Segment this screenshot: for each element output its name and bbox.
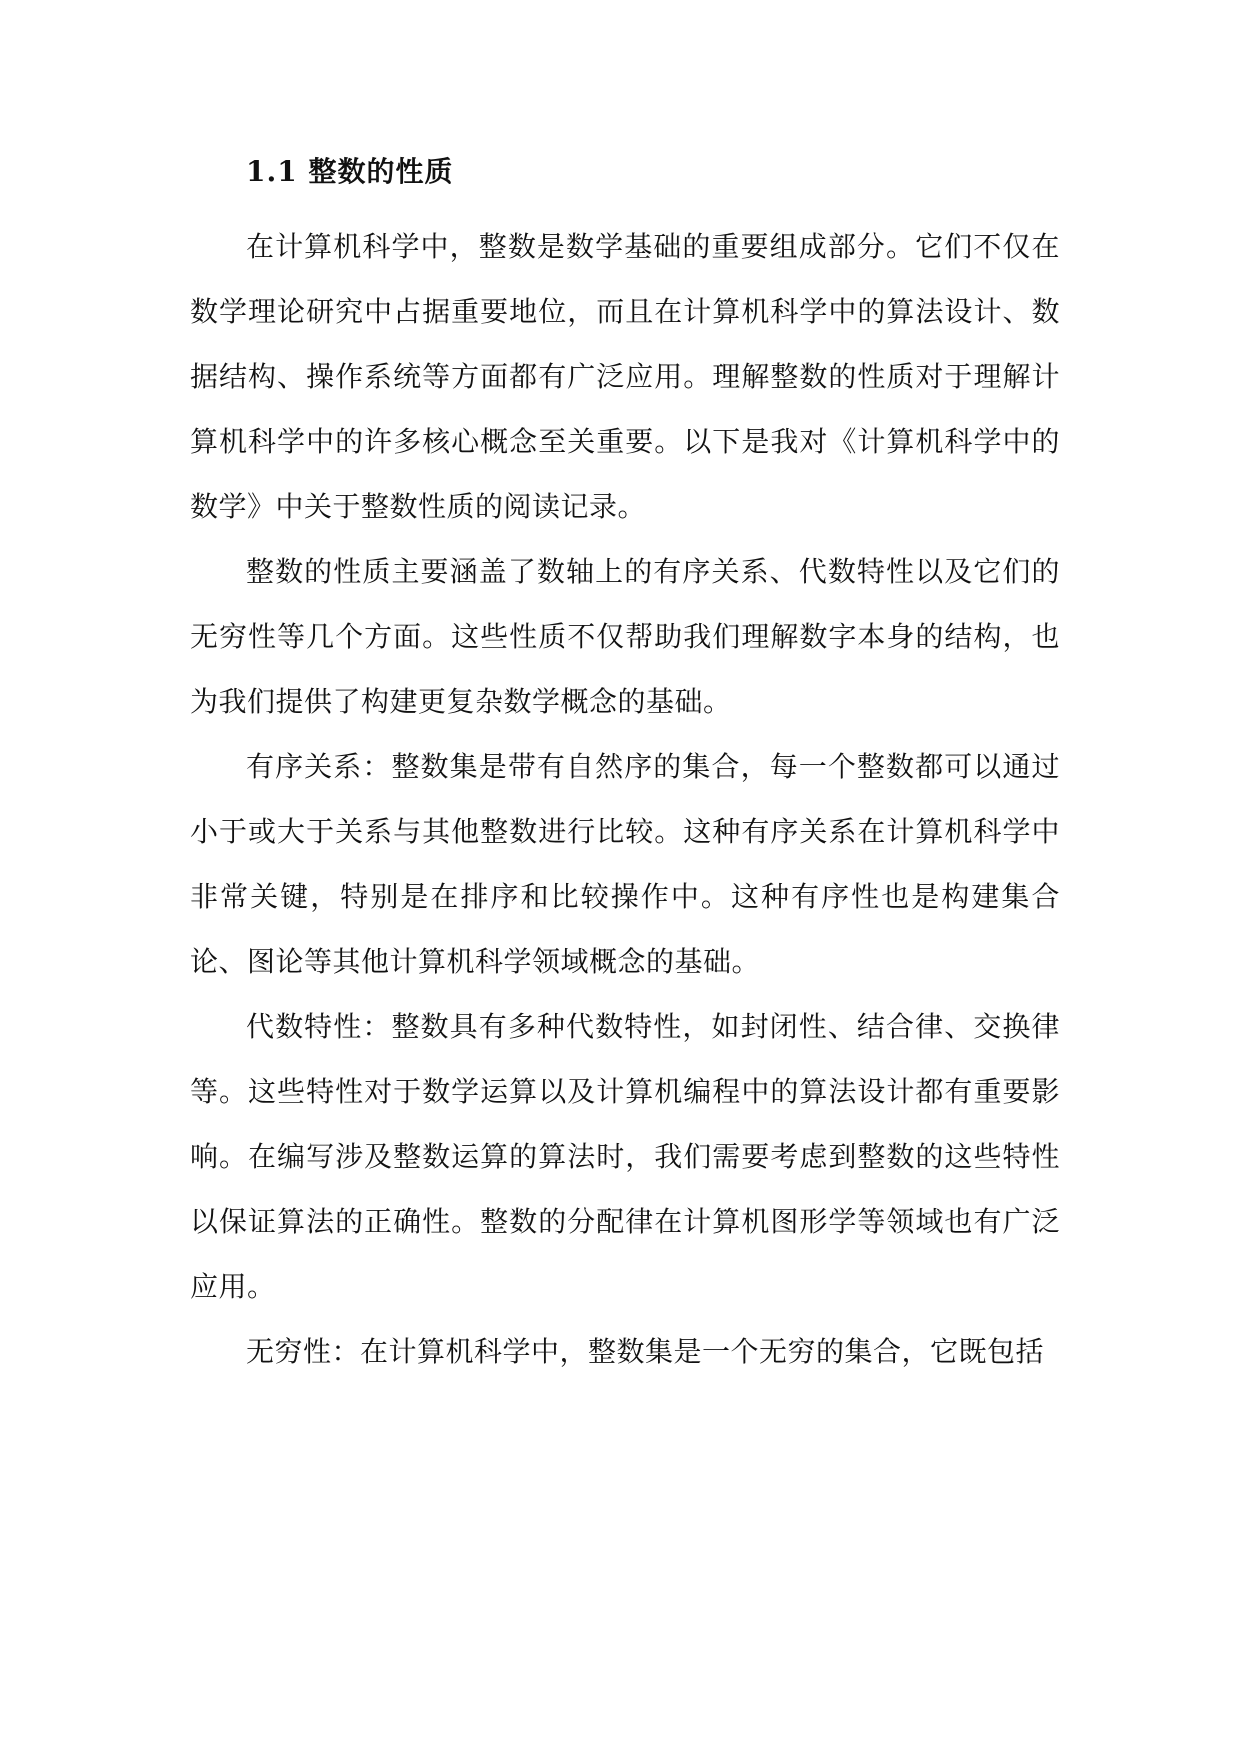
paragraph-algebraic-properties: 代数特性：整数具有多种代数特性，如封闭性、结合律、交换律等。这些特性对于数学运算以及计算机编程中的算法设计都有重要影响。在编写涉及整数运算的算法时，我们需要考虑到整数的这些特性以保证算法的正确性。整数的分配律在计算机图形学等领域也有广泛应用。 bbox=[190, 1010, 1060, 1303]
paragraph-infinity: 无穷性：在计算机科学中，整数集是一个无穷的集合，它既包括 bbox=[246, 1335, 1045, 1368]
document-body bbox=[190, 150, 1060, 1384]
section-heading: 1.1 整数的性质 bbox=[246, 155, 454, 188]
paragraph-intro: 在计算机科学中，整数是数学基础的重要组成部分。它们不仅在数学理论研究中占据重要地位，而且在计算机科学中的算法设计、数据结构、操作系统等方面都有广泛应用。理解整数的性质对于理解计算机科学中的许多核心概念至关重要。以下是我对《计算机科学中的数学》中关于整数性质的阅读记录。 bbox=[190, 230, 1060, 523]
paragraph-overview: 整数的性质主要涵盖了数轴上的有序关系、代数特性以及它们的无穷性等几个方面。这些性质不仅帮助我们理解数字本身的结构，也为我们提供了构建更复杂数学概念的基础。 bbox=[190, 555, 1060, 718]
paragraph-ordered-relation: 有序关系：整数集是带有自然序的集合，每一个整数都可以通过小于或大于关系与其他整数进行比较。这种有序关系在计算机科学中非常关键，特别是在排序和比较操作中。这种有序性也是构建集合论、图论等其他计算机科学领域概念的基础。 bbox=[190, 750, 1060, 978]
